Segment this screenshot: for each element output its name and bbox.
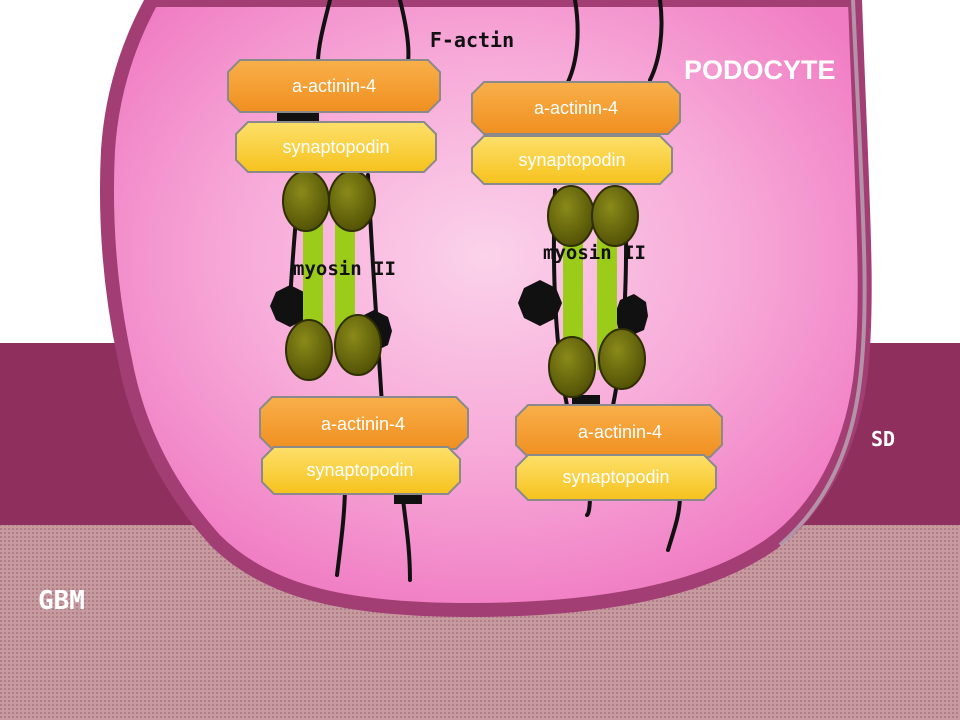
synaptopodin-label: synaptopodin bbox=[518, 150, 626, 170]
synaptopodin-label: synaptopodin bbox=[306, 460, 414, 480]
actinin-label: a-actinin-4 bbox=[577, 422, 663, 442]
complex-right-top bbox=[472, 82, 680, 184]
myosin-head bbox=[548, 186, 594, 246]
myosin-head bbox=[592, 186, 638, 246]
gbm-label: GBM bbox=[38, 586, 85, 616]
f-actin-label: F-actin bbox=[429, 28, 515, 52]
myosin-head bbox=[286, 320, 332, 380]
myosin-label-left: myosin II bbox=[293, 258, 396, 280]
podocyte-label: PODOCYTE bbox=[684, 55, 836, 85]
actinin-label: a-actinin-4 bbox=[320, 414, 406, 434]
complex-left-bottom bbox=[260, 397, 468, 494]
myosin-head bbox=[283, 171, 329, 231]
complex-right-bottom bbox=[516, 405, 722, 500]
myosin-head bbox=[549, 337, 595, 397]
myosin-head bbox=[329, 171, 375, 231]
actinin-label: a-actinin-4 bbox=[533, 98, 619, 118]
myosin-head bbox=[599, 329, 645, 389]
myosin-label-right: myosin II bbox=[543, 242, 646, 264]
synaptopodin-label: synaptopodin bbox=[562, 467, 670, 487]
myosin-head bbox=[335, 315, 381, 375]
synaptopodin-label: synaptopodin bbox=[282, 137, 390, 157]
sd-label: SD bbox=[871, 427, 896, 451]
actinin-label: a-actinin-4 bbox=[291, 76, 377, 96]
